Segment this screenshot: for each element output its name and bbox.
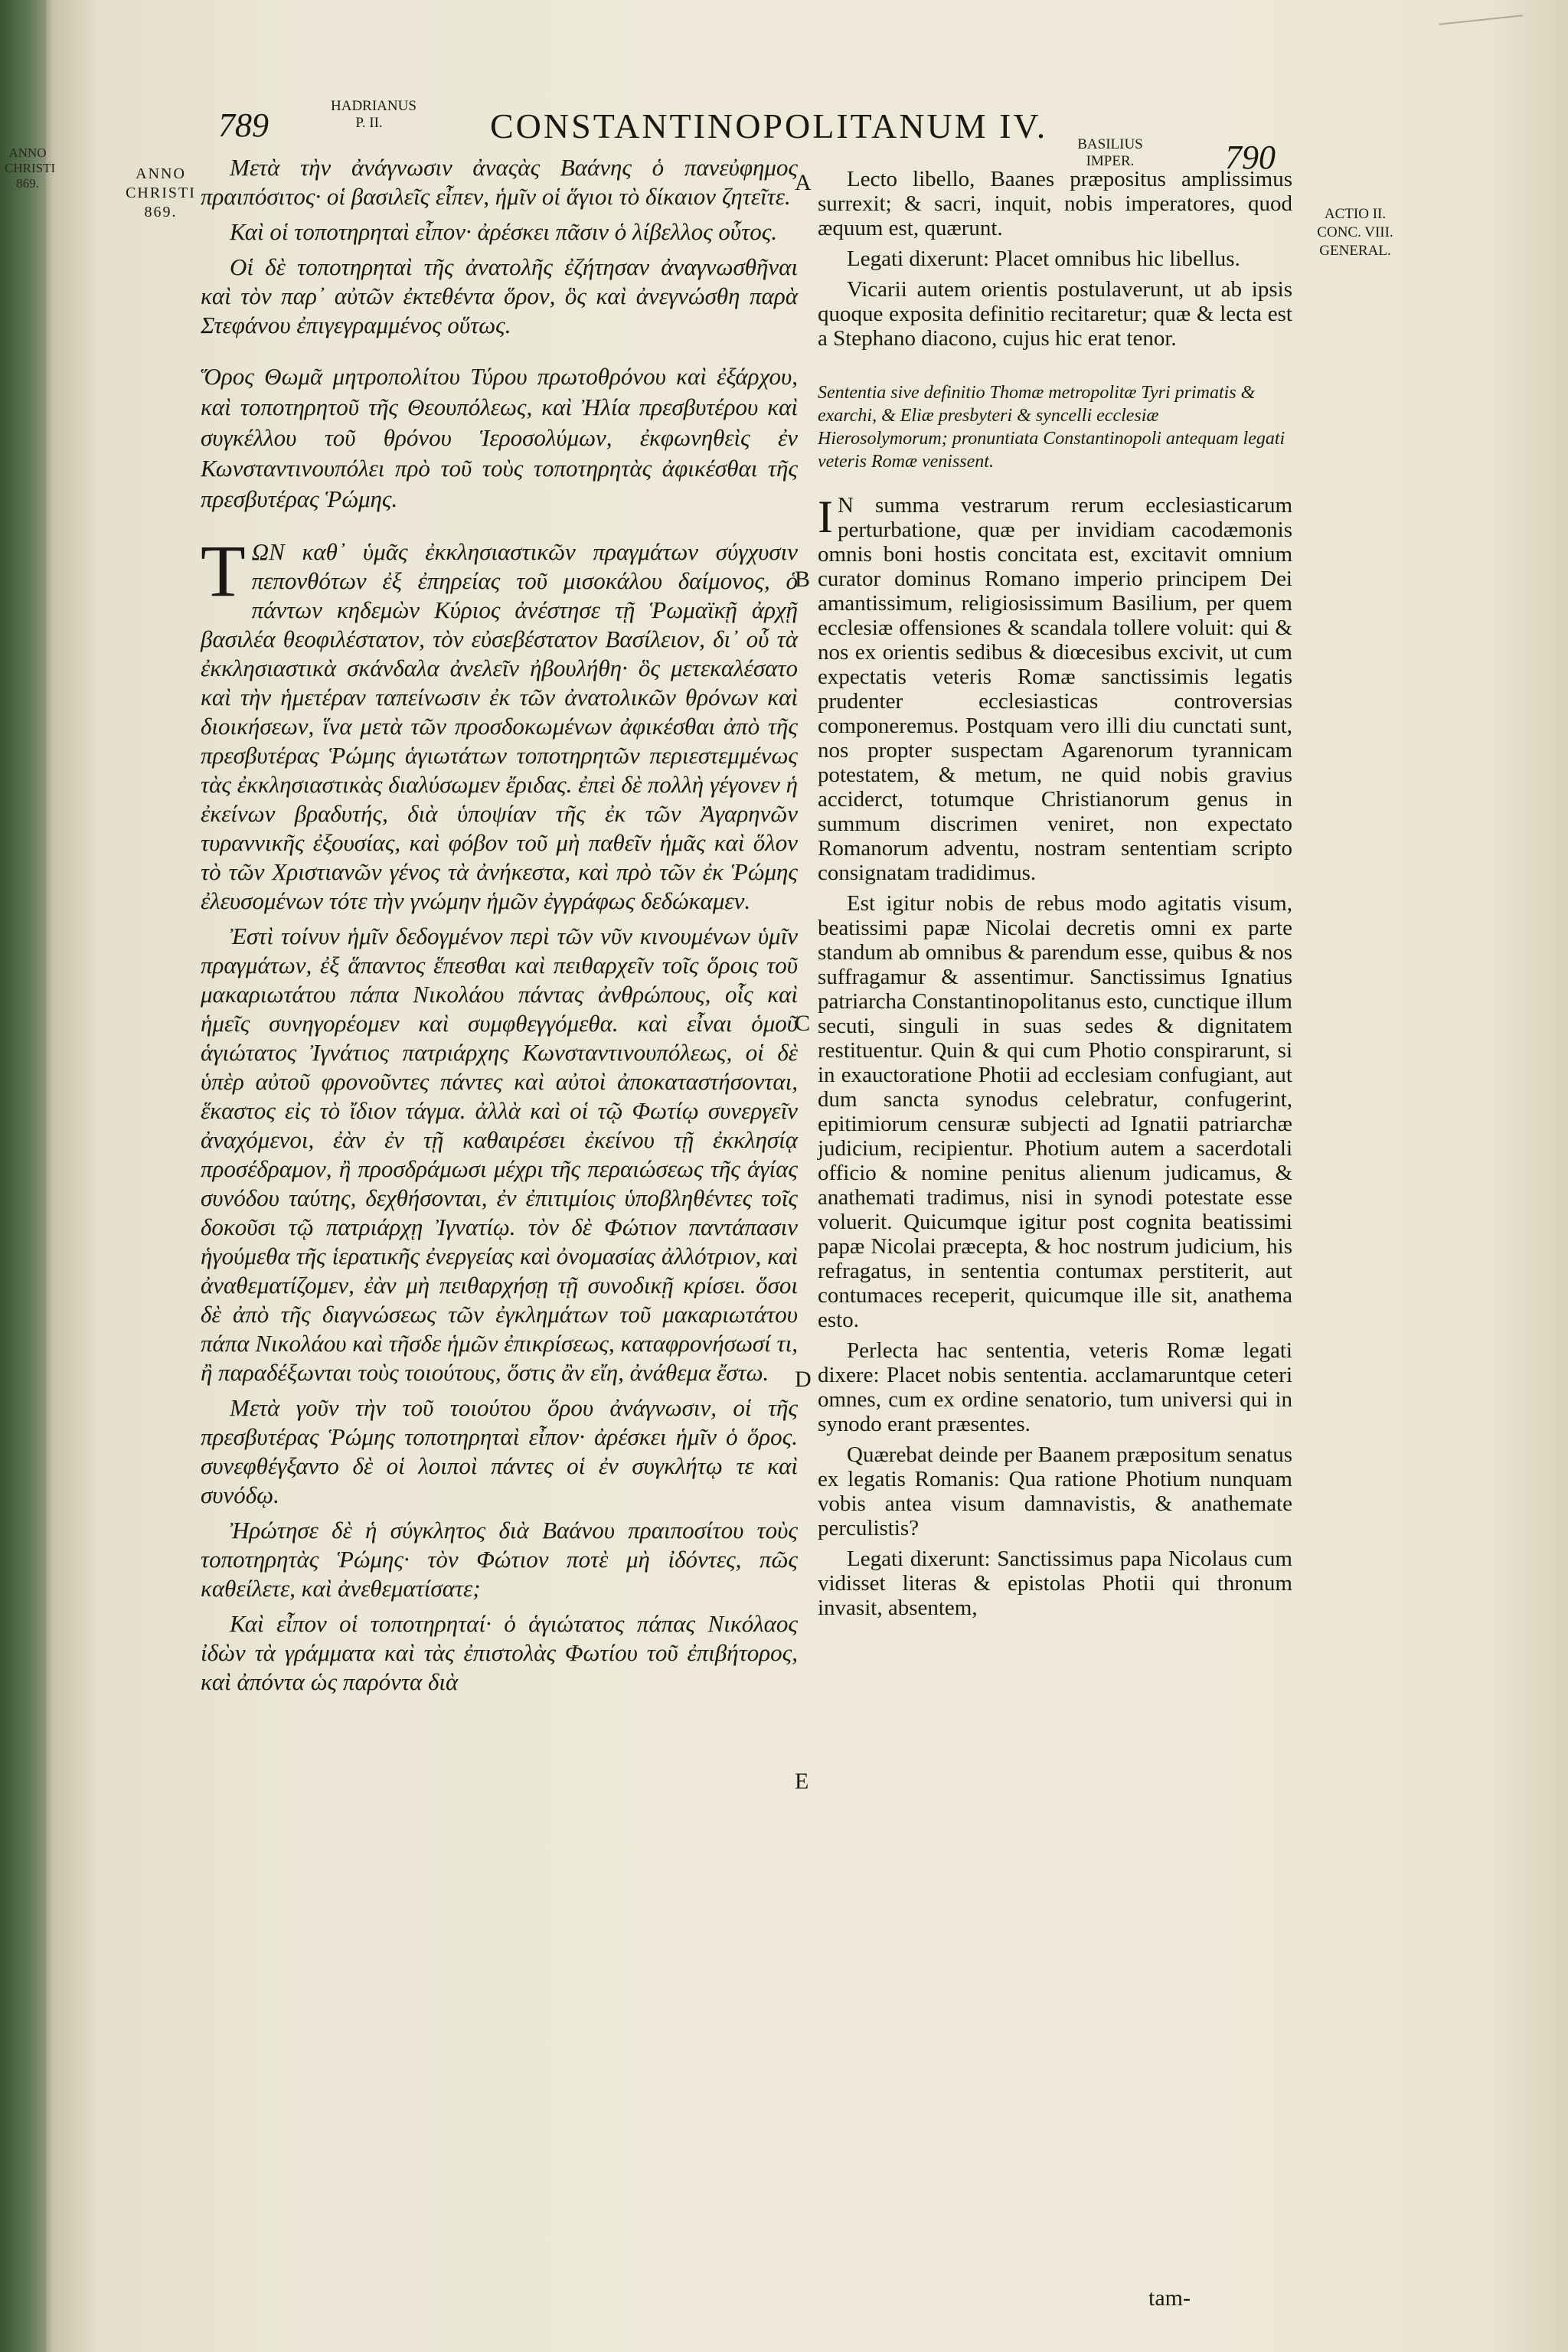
latin-definition-title: Sententia sive definitio Thomæ metropolitæ Tyri primatis & exarchi, & Eliæ presbyteri & syncelli ecclesiæ Hierosolymorum; pronuntiata Constantinopoli antequam legati veteris Romæ venissent. bbox=[818, 383, 1285, 472]
greek-paragraph bbox=[201, 530, 798, 916]
greek-drop-cap: Τ bbox=[201, 530, 246, 612]
greek-paragraph: Ἐστὶ τοίνυν ἡμῖν δεδογμένον περὶ τῶν νῦν κινουμένων ὑμῖν πραγμάτων, ἐξ ἅπαντος ἕπεσθαι καὶ πειθαρχεῖν τοῖς ὅροις τοῦ μακαριωτάτου πάπα Νικολάου πάντας ἀνθρώπους, οἷς καὶ ἡμεῖς συνηγορέομεν καὶ συμφθεγγόμεθα. καὶ εἶναι ὁμοῦ ἁγιώτατος Ἰγνάτιος πατριάρχης Κωνσταντινουπόλεως, οἱ δὲ ὑπὲρ αὐτοῦ φρονοῦντες πάντες καὶ αὐτοὶ ἀποκαταστήσονται, ἕκαστος εἰς τὸ ἴδιον τάγμα. ἀλλὰ καὶ οἱ τῷ Φωτίῳ συνεργεῖν ἀναχόμενοι, ἐὰν ἐν τῇ καθαιρέσει ἐκείνου τῇ ἐκκλησίᾳ προσέδραμον, ἢ προσδράμωσι μέχρι τῆς περαιώσεως τῆς ἁγίας συνόδου ταύτης, δεχθήσονται, ἐν ἐπιτιμίοις ὑποβληθέντες τοῖς δοκοῦσι τῷ πατριάρχῃ Ἰγνατίῳ. τὸν δὲ Φώτιον παντάπασιν ἡγούμεθα τῆς ἱερατικῆς ἐνεργείας καὶ ὀνομασίας ἀλλότριον, καὶ ἀναθεματίζομεν, ἐὰν μὴ πειθαρχήσῃ τῇ συνοδικῇ κρίσει. ὅσοι δὲ ἀπὸ τῆς διαγνώσεως τῶν ἐγκλημάτων τοῦ μακαριωτάτου πάπα Νικολάου καὶ τῆσδε ἡμῶν ἐπικρίσεως, καταφρονήσωσί τι, ἢ παραδέξωνται τοὺς τοιούτους, ὅστις ἂν εἴη, ἀνάθεμα ἔστω. bbox=[201, 923, 798, 1386]
header-left-note-line: HADRIANUS bbox=[331, 98, 416, 114]
greek-paragraph: Μετὰ τὴν ἀνάγνωσιν ἀναςὰς Βαάνης ὁ πανεὐφημος πραιπόσιτος· οἱ βασιλεῖς εἶπεν, ἡμῖν οἱ ἅγιοι τὸ δίκαιον ζητεῖτε. bbox=[201, 154, 798, 210]
running-title: CONSTANTINOPOLITANUM IV. bbox=[490, 106, 1048, 145]
greek-paragraph: Οἱ δὲ τοποτηρηταὶ τῆς ἀνατολῆς ἐζήτησαν ἀναγνωσθῆναι καὶ τὸν παρ᾽ αὐτῶν ἐκτεθέντα ὅρον, ὃς καὶ ἀνεγνώσθη παρὰ Στεφάνου ἐπιγεγραμμένος οὕτως. bbox=[201, 253, 798, 338]
right-page-number: 790 bbox=[1225, 139, 1276, 176]
latin-paragraph: Legati dixerunt: Sanctissimus papa Nicolaus cum vidisset literas & epistolas Photii qui thronum invasit, absentem, bbox=[818, 1547, 1292, 1620]
latin-paragraph bbox=[818, 493, 1292, 885]
greek-paragraph: Καὶ εἶπον οἱ τοποτηρηταί· ὁ ἁγιώτατος πάπας Νικόλαος ἰδὼν τὰ γράμματα καὶ τὰς ἐπιστολὰς Φωτίου τοῦ ἐπιβήτορος, καὶ ἀπόντα ὡς παρόντα διὰ bbox=[201, 1610, 798, 1695]
right-margin-note bbox=[1302, 205, 1409, 260]
anno-christi-note bbox=[115, 165, 207, 222]
greek-paragraph: Καὶ οἱ τοποτηρηταὶ εἶπον· ἀρέσκει πᾶσιν ὁ λίβελλος οὗτος. bbox=[230, 218, 778, 245]
outer-margin-line: ANNO bbox=[8, 145, 47, 160]
greek-paragraph: Ἠρώτησε δὲ ἡ σύγκλητος διὰ Βαάνου πραιποσίτου τοὺς τοποτηρητὰς Ῥώμης· τὸν Φώτιον ποτὲ μὴ ἰδόντες, πῶς καθείλετε, καὶ ἀνεθεματίσατε; bbox=[201, 1517, 798, 1602]
greek-column bbox=[201, 153, 798, 2297]
header-left-note bbox=[331, 98, 416, 132]
outer-margin-note bbox=[5, 145, 56, 191]
section-letter: C bbox=[795, 1011, 811, 1036]
section-letter: D bbox=[795, 1367, 812, 1392]
latin-paragraph: Quærebat deinde per Baanem præpositum senatus ex legatis Romanis: Qua ratione Photium nunquam vobis antea visum damnavistis, & anathemate perculistis? bbox=[818, 1442, 1292, 1540]
right-margin-line: GENERAL. bbox=[1319, 243, 1391, 259]
header-right-note-line: IMPER. bbox=[1086, 153, 1135, 169]
right-margin-line: ACTIO II. bbox=[1324, 206, 1387, 222]
outer-margin-line: 869. bbox=[16, 176, 39, 191]
section-letter: A bbox=[795, 170, 812, 195]
latin-paragraph: Legati dixerunt: Placet omnibus hic libellus. bbox=[847, 247, 1240, 271]
latin-paragraph: Perlecta hac sententia, veteris Romæ legati dixere: Placet nobis sententia. acclamaruntque ceteri omnes, cum ex ordine senatorio, tum universi qui in synodo erant præsentes. bbox=[818, 1338, 1292, 1436]
latin-paragraph: Vicarii autem orientis postulaverunt, ut ab ipsis quoque exposita definitio recitaretur; quæ & lecta est a Stephano diacono, cujus hic erat tenor. bbox=[818, 277, 1292, 351]
latin-drop-cap: I bbox=[818, 492, 833, 542]
greek-paragraph-text: ΩΝ καθ᾽ ὑμᾶς ἐκκλησιαστικῶν πραγμάτων σύγχυσιν πεπονθότων ἐξ ἐπηρείας τοῦ μισοκάλου δαίμονος, ὁ πάντων κηδεμὼν Κύριος ἀνέστησε τῇ Ῥωμαϊκῇ ἀρχῇ βασιλέα θεοφιλέστατον, τὸν εὐσεβέστατον Βασίλειον, δι᾽ οὗ τὰ ἐκκλησιαστικὰ σκάνδαλα ἀνελεῖν ἠβουλήθη· ὃς μετεκαλέσατο καὶ τὴν ἡμετέραν ταπείνωσιν ἐκ τῶν ἀνατολικῶν θρόνων καὶ διοικήσεων, ἵνα μετὰ τῶν προσδοκωμένων ἀφικέσθαι ἀπὸ τῆς πρεσβυτέρας Ῥώμης ἁγιωτάτων τοποτηρητῶν περιεστεμμένως τὰς ἐκκλησιαστικὰς διαλύσωμεν ἔριδας. ἐπεὶ δὲ πολλὴ γέγονεν ἡ ἐκείνων βραδυτής, διὰ ὑποψίαν τῆς ἐκ τῶν Ἀγαρηνῶν τυραννικῆς ἐξουσίας, καὶ φόβον τοῦ μὴ παθεῖν ἡμᾶς καὶ ὅλον τὸ τῶν Χριστιανῶν γένος τὰ ἀνήκεστα, καὶ πρὸ τῶν ἐκ Ῥώμης ἐλευσομένων τότε τὴν γνώμην ἡμῶν ἐγγράφως δεδώκαμεν. bbox=[201, 538, 798, 914]
page-mark bbox=[1439, 15, 1524, 40]
left-page-number: 789 bbox=[218, 106, 269, 144]
header-right-note bbox=[1068, 136, 1152, 170]
right-margin-line: CONC. VIII. bbox=[1317, 224, 1393, 240]
anno-line: CHRISTI bbox=[126, 185, 196, 201]
section-letter: B bbox=[795, 567, 811, 592]
latin-paragraph-text: N summa vestrarum rerum ecclesiasticarum perturbatione, quæ per invidiam cacodæmonis omnis boni hostis concitata est, excitavit omnium curator dominus Romano imperio principem Dei amantissimum, religiosissimum Basilium, per quem ecclesiæ offensiones & scandala tollere voluit: qui & nos ex orientis sedibus & diœcesibus excivit, ut cum expectatis veteris Romæ sanctissimis legatis prudenter ecclesiasticas controversias componeremus. Postquam vero illi diu cunctati sunt, nos propter suspectam Agarenorum tyrannicam potestatem, & metum, ne quid nobis gravius acciderct, totumque Christianorum genus in summum discrimen veniret, non expectato Romanorum adventu, nostram sententiam scripto consignatam tradidimus. bbox=[818, 493, 1292, 885]
greek-definition-title: Ὅρος Θωμᾶ μητροπολίτου Τύρου πρωτοθρόνου καὶ ἐξάρχου, καὶ τοποτηρητοῦ τῆς Θεουπόλεως, καὶ Ἠλία πρεσβυτέρου καὶ συγκέλλου τοῦ θρόνου Ἱεροσολύμων, ἐκφωνηθεὶς ἐν Κωνσταντινουπόλει πρὸ τοῦ τοὺς τοποτηρητὰς ἀφικέσθαι τῆς πρεσβυτέρας Ῥώμης. bbox=[201, 363, 798, 512]
greek-paragraph: Μετὰ γοῦν τὴν τοῦ τοιούτου ὅρου ἀνάγνωσιν, οἱ τῆς πρεσβυτέρας Ῥώμης τοποτηρηταὶ εἶπον· ἀρέσκει ἡμῖν ὁ ὅρος. συνεφθέγξαντο δὲ οἱ λοιποὶ πάντες οἱ ἐν συγκλήτῳ τε καὶ συνόδῳ. bbox=[201, 1394, 798, 1508]
anno-line: 869. bbox=[144, 204, 178, 220]
header-right-note-line: BASILIUS bbox=[1077, 136, 1143, 152]
header-left-note-line: P. II. bbox=[355, 115, 383, 131]
latin-paragraph: Est igitur nobis de rebus modo agitatis visum, beatissimi papæ Nicolai decretis omni ex parte standum ab omnibus & parendum esse, quibus & nos suffragamur & assentimur. Sanctissimus Ignatius patriarcha Constantinopolitanus esto, cunctique illum secuti, singuli in suas sedes & dignitatem restituentur. Quin & qui cum Photio conspirarunt, si in exauctoratione Photii ad ecclesiam confugiant, aut dum sancta synodus celebratur, confugerint, epitimiorum censuræ subjecti ad Ignatii patriarchæ judicium, recipientur. Photium autem a sacerdotali officio & nomine penitus alienum judicamus, & anathemati tradimus, nisi in synodi potestate esse voluerit. Quicumque igitur post cognita beatissimi papæ Nicolai præcepta, & hoc nostrum judicium, his refragatus, in sententia contumax perstiterit, aut contumaces receperit, quicumque ille sit, anathema esto. bbox=[818, 891, 1292, 1332]
outer-margin-line: CHRISTI bbox=[5, 161, 56, 175]
section-letter: E bbox=[795, 1769, 809, 1794]
latin-column bbox=[818, 167, 1292, 2334]
catchword: tam- bbox=[1148, 2285, 1191, 2311]
anno-line: ANNO bbox=[136, 165, 186, 182]
latin-paragraph: Lecto libello, Baanes præpositus amplissimus surrexit; & sacri, inquit, nobis imperatores, quod æquum est, quærunt. bbox=[818, 167, 1292, 240]
book-binding bbox=[0, 0, 46, 2352]
